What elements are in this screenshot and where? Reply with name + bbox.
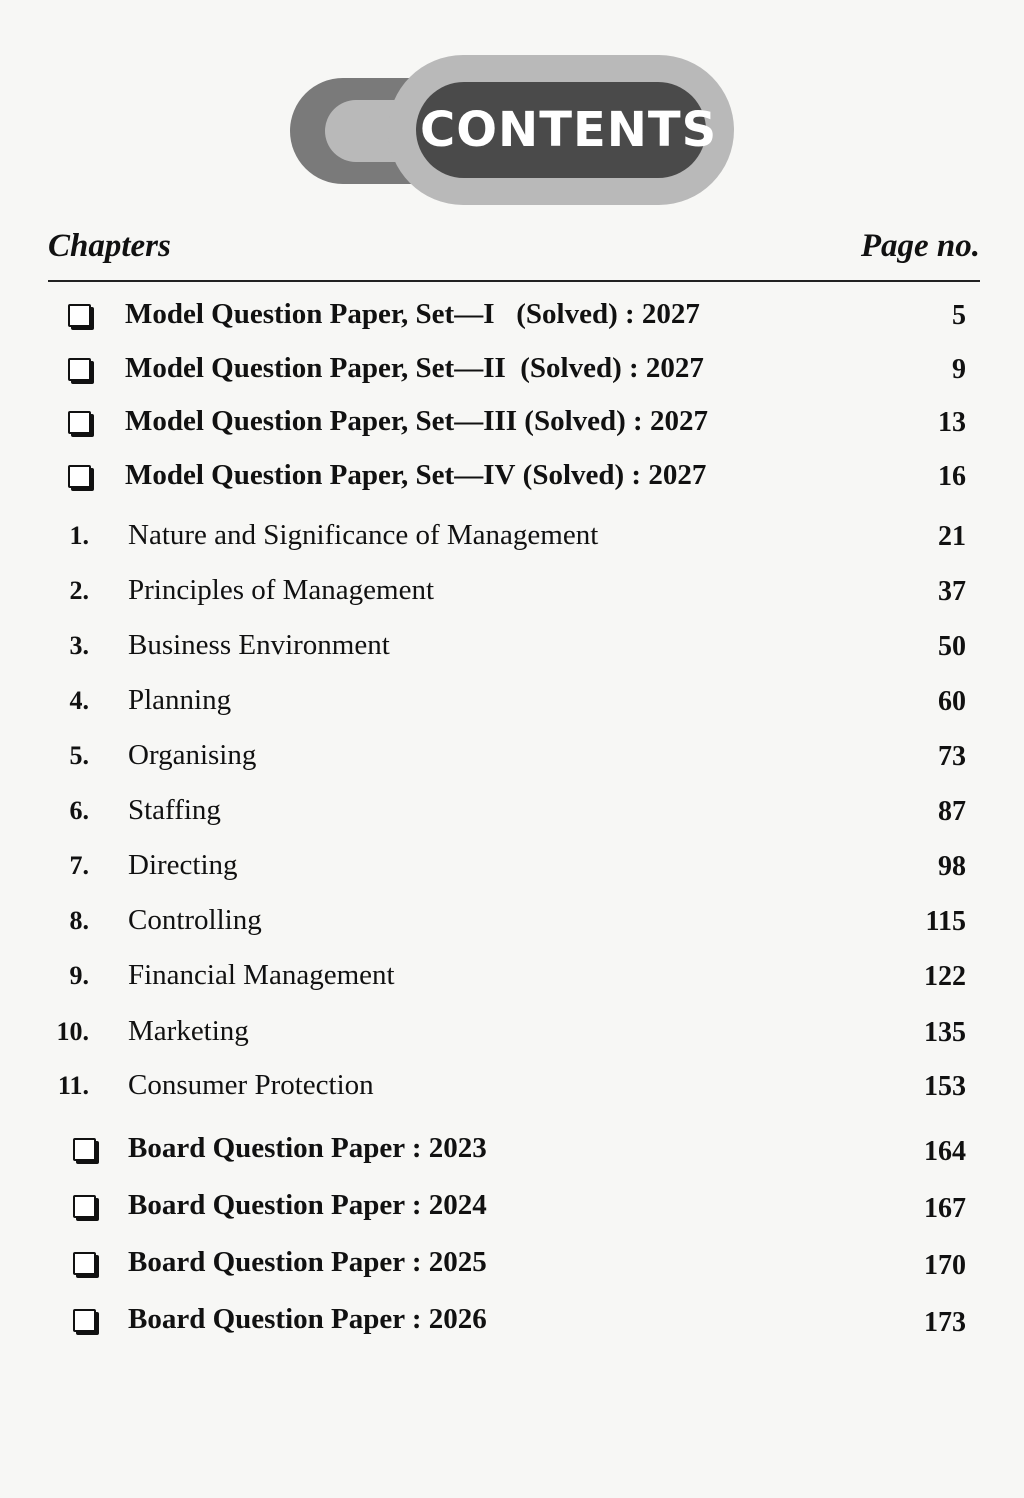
model-paper-label: Model Question Paper, Set—III (Solved) : 2027	[125, 405, 708, 437]
model-paper-label: Model Question Paper, Set—IV (Solved) : 2027	[125, 459, 707, 491]
list-item-chapter-2[interactable]	[0, 568, 1024, 618]
chapter-number: 5.	[69, 741, 89, 770]
list-item-chapter-9[interactable]	[0, 953, 1024, 1003]
chapter-title: Controlling	[128, 904, 262, 936]
list-item-board-paper-3[interactable]	[0, 1240, 1024, 1290]
page-number: 115	[925, 906, 966, 937]
chapter-number: 2.	[69, 576, 89, 605]
chapter-title: Planning	[128, 684, 232, 716]
page-number: 50	[938, 631, 966, 662]
page-number: 167	[924, 1193, 966, 1224]
checkbox-bullet-icon	[68, 465, 91, 488]
chapter-number: 4.	[69, 686, 89, 715]
page-number: 170	[924, 1250, 966, 1281]
list-item-model-paper-4[interactable]	[0, 451, 1024, 501]
list-item-board-paper-2[interactable]	[0, 1183, 1024, 1233]
list-item-chapter-1[interactable]	[0, 513, 1024, 563]
page-number: 13	[938, 407, 966, 438]
header-rule	[48, 280, 980, 282]
chapter-title: Directing	[128, 849, 238, 881]
list-item-chapter-4[interactable]	[0, 678, 1024, 728]
page-number: 135	[924, 1017, 966, 1048]
list-item-model-paper-3[interactable]	[0, 397, 1024, 447]
page-no-heading: Page no.	[860, 228, 980, 264]
page-number: 122	[924, 961, 966, 992]
chapter-title: Marketing	[128, 1015, 249, 1047]
chapter-title: Business Environment	[128, 629, 390, 661]
chapter-number: 8.	[69, 906, 89, 935]
list-item-model-paper-1[interactable]	[0, 290, 1024, 340]
page-number: 21	[938, 521, 966, 552]
list-item-chapter-10[interactable]	[0, 1009, 1024, 1059]
chapter-number: 6.	[69, 796, 89, 825]
chapter-title: Organising	[128, 739, 257, 771]
chapter-number: 11.	[57, 1071, 89, 1100]
chapter-title: Financial Management	[128, 959, 395, 991]
board-paper-label: Board Question Paper : 2025	[128, 1246, 487, 1278]
board-paper-label: Board Question Paper : 2023	[128, 1132, 487, 1164]
board-paper-label: Board Question Paper : 2024	[128, 1189, 487, 1221]
page-number: 5	[952, 300, 966, 331]
page-number: 37	[938, 576, 966, 607]
board-paper-label: Board Question Paper : 2026	[128, 1303, 487, 1335]
list-item-chapter-11[interactable]	[0, 1063, 1024, 1113]
list-item-chapter-6[interactable]	[0, 788, 1024, 838]
chapter-number: 7.	[69, 851, 89, 880]
list-item-chapter-7[interactable]	[0, 843, 1024, 893]
page-number: 16	[938, 461, 966, 492]
page-number: 153	[924, 1071, 966, 1102]
chapter-title: Principles of Management	[128, 574, 435, 606]
model-paper-label: Model Question Paper, Set—I (Solved) : 2027	[125, 298, 700, 330]
chapter-title: Staffing	[128, 794, 221, 826]
page-number: 73	[938, 741, 966, 772]
list-item-board-paper-4[interactable]	[0, 1297, 1024, 1347]
chapter-number: 9.	[69, 961, 89, 990]
checkbox-bullet-icon	[68, 411, 91, 434]
checkbox-bullet-icon	[73, 1252, 96, 1275]
checkbox-bullet-icon	[73, 1138, 96, 1161]
list-item-model-paper-2[interactable]	[0, 344, 1024, 394]
checkbox-bullet-icon	[73, 1309, 96, 1332]
chapter-number: 3.	[69, 631, 89, 660]
chapter-number: 1.	[69, 521, 89, 550]
page-number: 87	[938, 796, 966, 827]
page-number: 164	[924, 1136, 966, 1167]
list-item-board-paper-1[interactable]	[0, 1126, 1024, 1176]
list-item-chapter-8[interactable]	[0, 898, 1024, 948]
checkbox-bullet-icon	[73, 1195, 96, 1218]
page-number: 98	[938, 851, 966, 882]
page-number: 60	[938, 686, 966, 717]
page-number: 173	[924, 1307, 966, 1338]
checkbox-bullet-icon	[68, 304, 91, 327]
chapter-number: 10.	[56, 1017, 89, 1046]
chapters-heading: Chapters	[48, 228, 171, 264]
table-header	[48, 226, 980, 276]
contents-title: CONTENTS	[420, 102, 718, 158]
chapter-title: Nature and Significance of Management	[128, 519, 599, 551]
list-item-chapter-3[interactable]	[0, 623, 1024, 673]
checkbox-bullet-icon	[68, 358, 91, 381]
chapter-title: Consumer Protection	[128, 1069, 374, 1101]
page-number: 9	[952, 354, 966, 385]
model-paper-label: Model Question Paper, Set—II (Solved) : 2027	[125, 352, 704, 384]
list-item-chapter-5[interactable]	[0, 733, 1024, 783]
